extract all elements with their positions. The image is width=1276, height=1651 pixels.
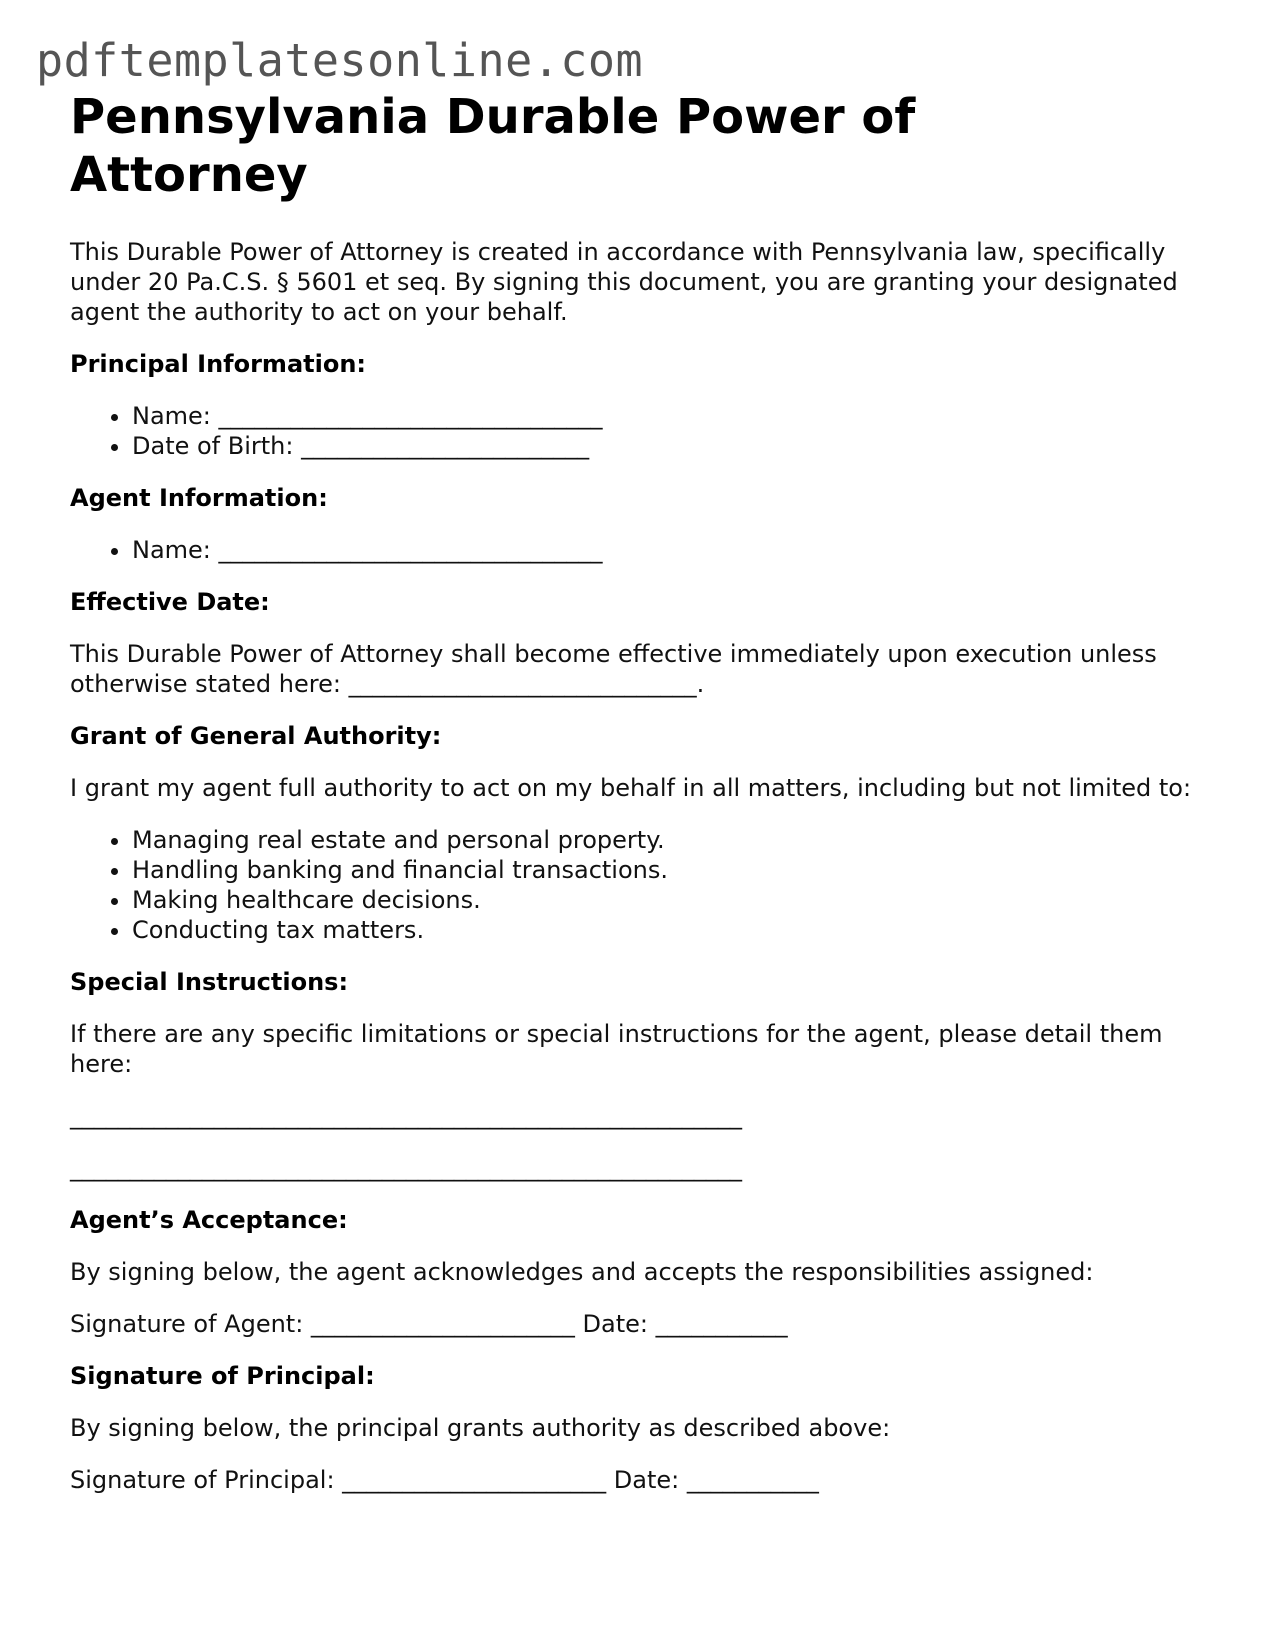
acceptance-paragraph: By signing below, the agent acknowledges and accepts the responsibilities assigned:: [70, 1258, 1094, 1286]
special-instructions-line-1: ________________________________________________________: [70, 1102, 742, 1130]
agent-heading: Agent Information:: [70, 484, 328, 512]
special-instructions-paragraph: If there are any specific limitations or special instructions for the agent, please detail them here:: [70, 1020, 1163, 1078]
acceptance-heading: Agent’s Acceptance:: [70, 1206, 348, 1234]
intro-paragraph: This Durable Power of Attorney is created in accordance with Pennsylvania law, specifically under 20 Pa.C.S. § 5601 et seq. By signing this document, you are granting your designated agent the authority to act on your behalf.: [70, 238, 1178, 326]
list-item: • Handling banking and financial transactions.: [132, 855, 1220, 885]
effective-date-paragraph: This Durable Power of Attorney shall become effective immediately upon execution unless otherwise stated here: _____________________________.: [70, 640, 1157, 698]
special-instructions-heading: Special Instructions:: [70, 968, 349, 996]
list-item: • Managing real estate and personal property.: [132, 825, 1220, 855]
principal-heading: Principal Information:: [70, 350, 367, 378]
authority-paragraph: I grant my agent full authority to act on my behalf in all matters, including but not limited to:: [70, 774, 1192, 802]
agent-name-field: • Name: ________________________________: [132, 535, 1220, 565]
page-title: Pennsylvania Durable Power of Attorney: [70, 89, 916, 203]
principal-list: [70, 401, 1220, 461]
list-item: • Conducting tax matters.: [132, 915, 1220, 945]
principal-signature-paragraph: By signing below, the principal grants authority as described above:: [70, 1414, 891, 1442]
watermark: pdftemplatesonline.com: [36, 34, 644, 87]
agent-signature-line: Signature of Agent: ______________________ Date: ___________: [70, 1310, 788, 1338]
principal-signature-heading: Signature of Principal:: [70, 1362, 375, 1390]
authority-list: [70, 825, 1220, 945]
principal-name-field: • Name: ________________________________: [132, 401, 1220, 431]
principal-dob-field: • Date of Birth: ________________________: [132, 431, 1220, 461]
list-item: • Making healthcare decisions.: [132, 885, 1220, 915]
effective-date-heading: Effective Date:: [70, 588, 270, 616]
document-body: [70, 88, 1220, 1495]
special-instructions-line-2: ________________________________________________________: [70, 1154, 742, 1182]
principal-signature-line: Signature of Principal: ______________________ Date: ___________: [70, 1466, 819, 1494]
agent-list: [70, 535, 1220, 565]
authority-heading: Grant of General Authority:: [70, 722, 442, 750]
